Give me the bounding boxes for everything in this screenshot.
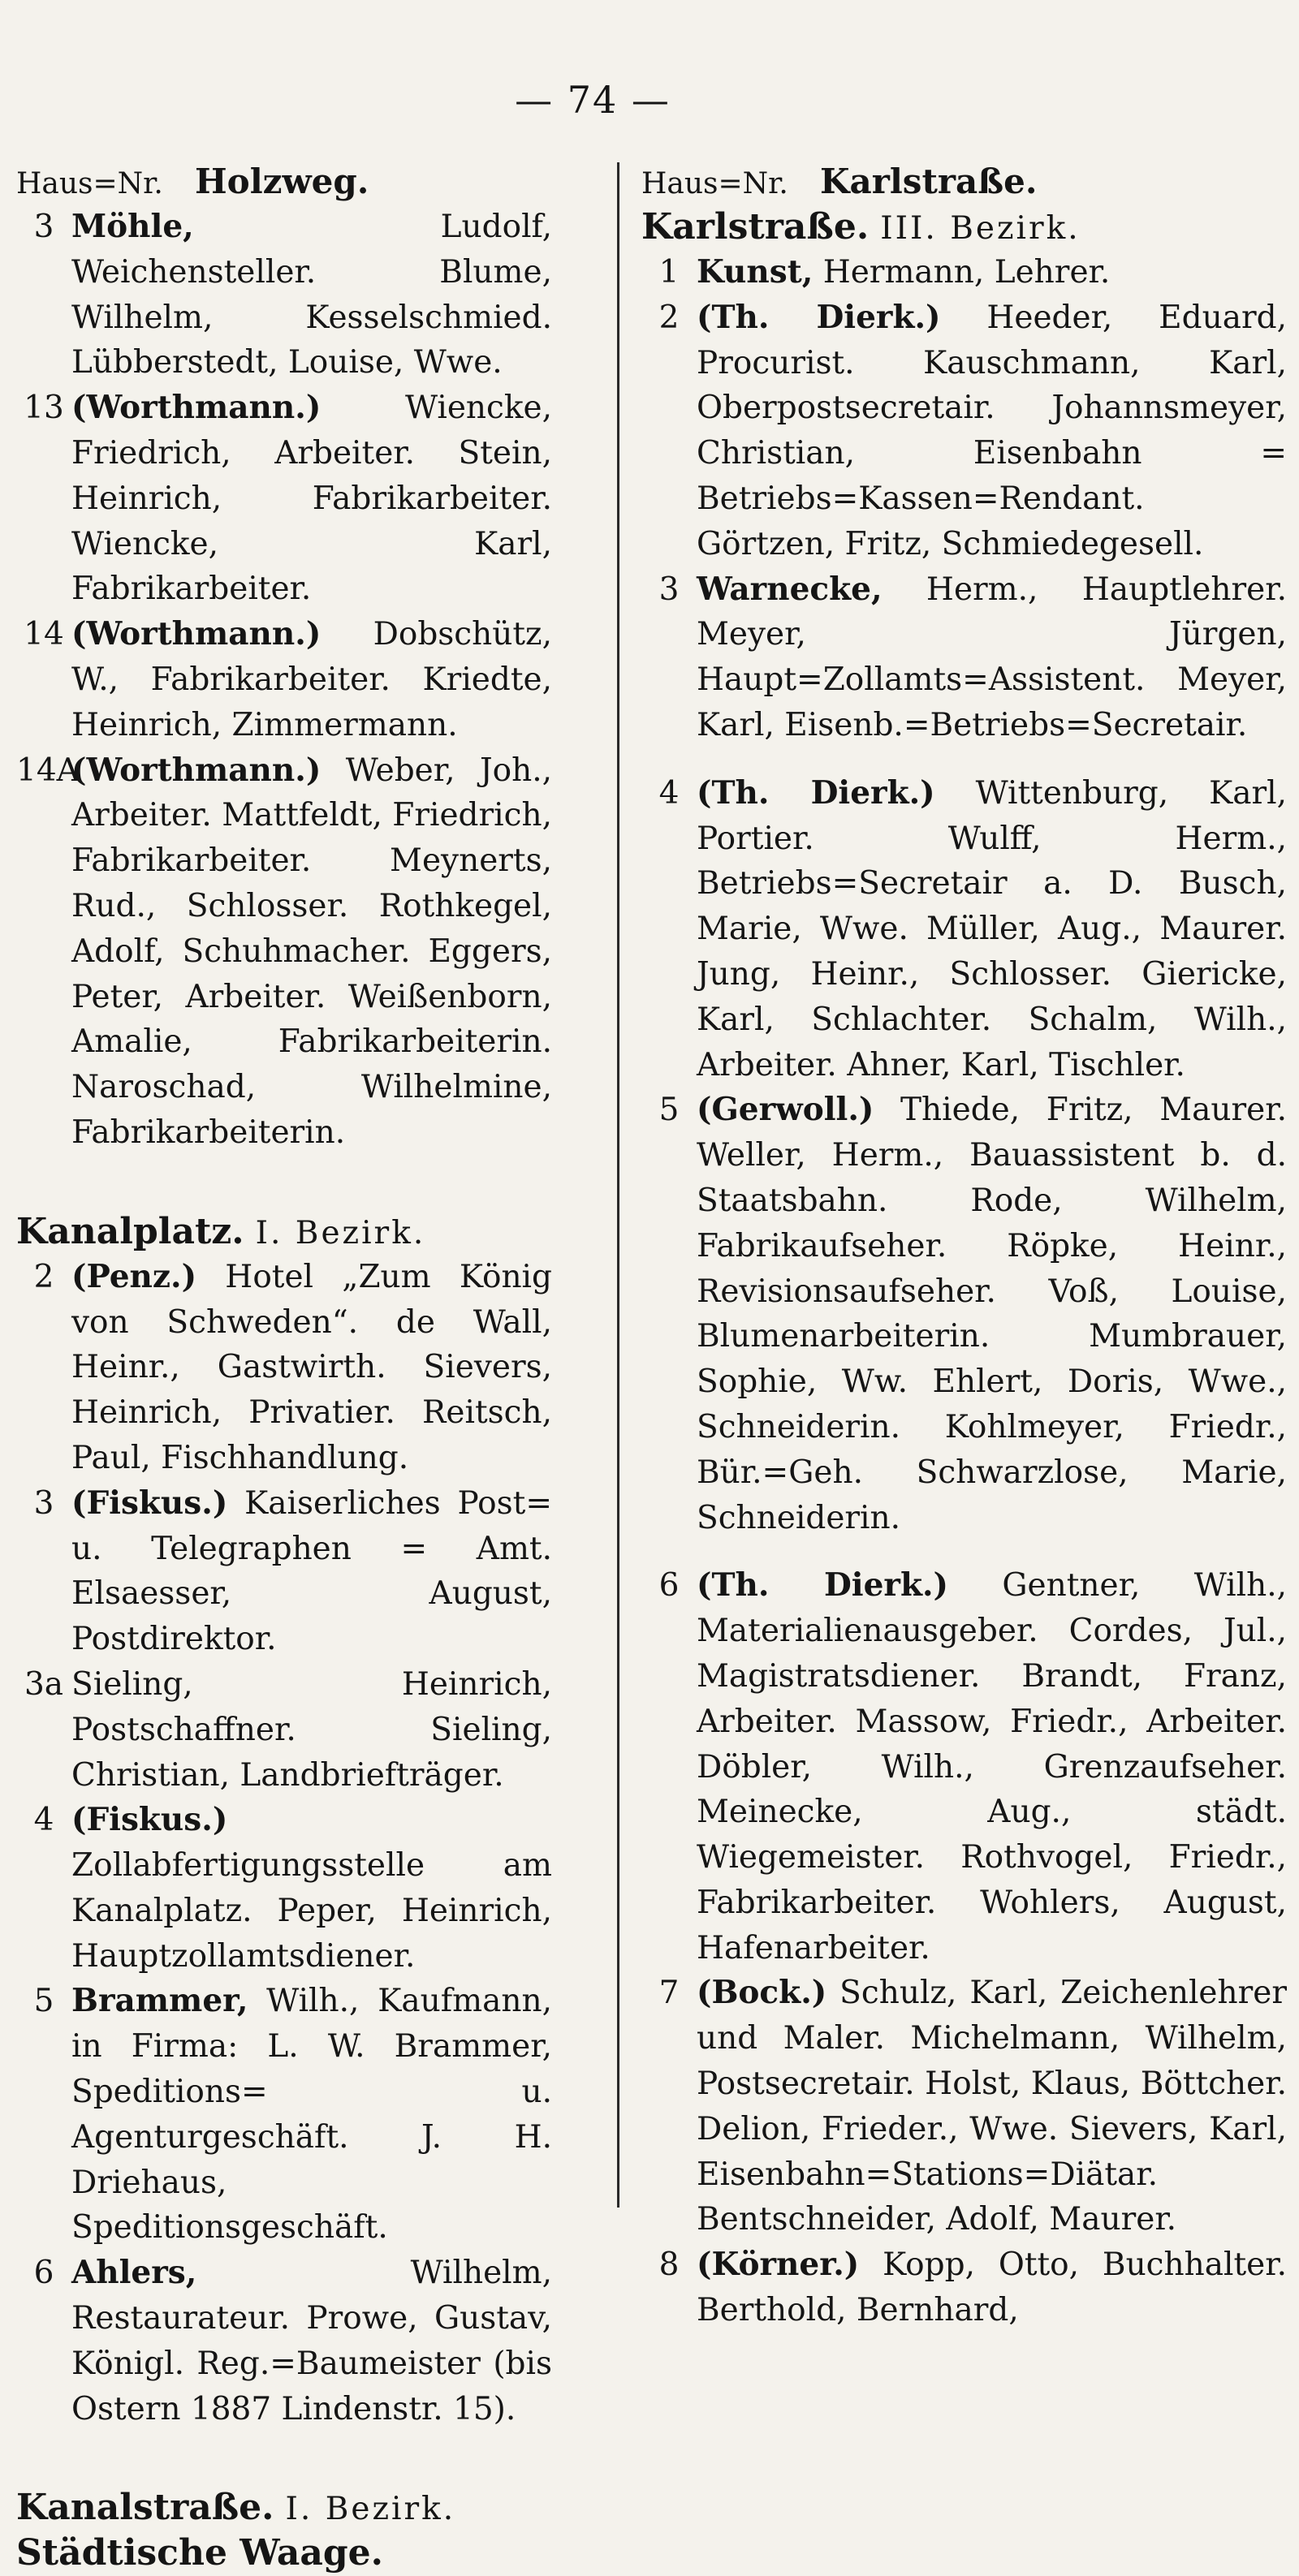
house-number: 14 [24,616,64,653]
list-item [16,2251,552,2432]
subheading-staedtische-waage: Städtische Waage. [16,2532,383,2574]
residents [697,771,1287,1088]
list-item [641,2242,1287,2333]
residents [71,2251,552,2432]
residents [71,748,552,1156]
owner: Warnecke, [697,570,883,608]
house-number-label: Haus=Nr. [16,167,163,200]
left-column [16,159,552,2576]
house-number: 13 [24,390,64,427]
residents-text: Thiede, Fritz, Maurer. Weller, Herm., Bauassistent b. d. Staatsbahn. Rode, Wilhelm, Fabrikaufseher. Röpke, Heinr., Revisionsaufseher. Voß, Louise, Blumenarbeiterin. Mumbrauer, Sophie, Ww. Ehlert, Doris, Wwe., Schneiderin. Kohlmeyer, Friedr., Bür.=Geh. Schwarzlose, Marie, Schneiderin. [697,1092,1287,1536]
residents [71,1979,552,2251]
residents-text: Zollabfertigungsstelle am Kanalplatz. Peper, Heinrich, Hauptzollamtsdiener. [71,1847,552,1975]
owner: (Worthmann.) [71,389,322,427]
district-label: I. Bezirk. [285,2491,456,2528]
owner: Möhle, [71,208,194,245]
residents-text: Wittenburg, Karl, Portier. Wulff, Herm., Betriebs=Secretair a. D. Busch, Marie, Wwe. Müller, Aug., Maurer. Jung, Heinr., Schlosser. Giericke, Karl, Schlachter. Schalm, Wilh., Arbeiter. Ahner, Karl, Tischler. [697,774,1287,1083]
house-number: 3 [658,571,680,608]
residents-text: Kopp, Otto, Buchhalter. Berthold, Bernhard, [697,2246,1287,2329]
list-item [641,771,1287,1088]
residents-text: Hotel „Zum König von Schweden“. de Wall, Heinr., Gastwirth. Sievers, Heinrich, Privatier. Reitsch, Paul, Fischhandlung. [71,1258,552,1476]
residents-text: Heeder, Eduard, Procurist. Kauschmann, Karl, Oberpostsecretair. Johannsmeyer, Christian, Eisenbahn = Betriebs=Kassen=Rendant. Görtzen, Fritz, Schmiedegesell. [697,299,1287,562]
residents [71,1481,552,1662]
residents [697,2242,1287,2333]
residents-text: Herm., Hauptlehrer. Meyer, Jürgen, Haupt=Zollamts=Assistent. Meyer, Karl, Eisenb.=Betriebs=Secretair. [697,571,1287,743]
owner: Brammer, [71,1982,248,2020]
owner: (Worthmann.) [71,751,322,789]
house-number: 1 [658,254,680,291]
residents-text: Gentner, Wilh., Materialienausgeber. Cordes, Jul., Magistratsdiener. Brandt, Franz, Arbeiter. Massow, Friedr., Arbeiter. Döbler, Wilh., Grenzaufseher. Meinecke, Aug., städt. Wiegemeister. Rothvogel, Friedr., Fabrikarbeiter. Wohlers, August, Hafenarbeiter. [697,1567,1287,1966]
residents [697,1563,1287,1971]
owner: (Penz.) [71,1257,197,1295]
owner: (Worthmann.) [71,615,322,653]
residents [71,1662,552,1798]
residents [71,386,552,612]
residents-text: Ludolf, Weichensteller. Blume, Wilhelm, Kesselschmied. Lübberstedt, Louise, Wwe. [71,209,552,381]
residents-text: Schulz, Karl, Zeichenlehrer und Maler. Michelmann, Wilhelm, Postsecretair. Holst, Klaus, Böttcher. Delion, Frieder., Wwe. Sievers, Karl, Eisenbahn=Stations=Diätar. Bentschneider, Adolf, Maurer. [697,1975,1287,2238]
district-label: I. Bezirk. [255,1214,426,1251]
owner: (Fiskus.) [71,1801,228,1839]
residents [697,1088,1287,1540]
section-title: Karlstraße. [641,206,870,248]
owner: (Th. Dierk.) [697,298,941,336]
owner: (Gerwoll.) [697,1091,874,1129]
section-title: Kanalplatz. [16,1210,244,1252]
right-column-header [641,159,1287,205]
section-heading-karlstrasse [641,205,1287,250]
residents-text: Weber, Joh., Arbeiter. Mattfeldt, Friedrich, Fabrikarbeiter. Meynerts, Rud., Schlosser. Rothkegel, Adolf, Schuhmacher. Eggers, Peter, Arbeiter. Weißenborn, Amalie, Fabrikarbeiterin. Naroschad, Wilhelmine, Fabrikarbeiterin. [71,752,552,1151]
list-item [16,1255,552,1481]
list-item [16,1481,552,1662]
residents-text: Kaiserliches Post= u. Telegraphen = Amt. Elsaesser, August, Postdirektor. [71,1484,552,1658]
house-number: 6 [658,1567,680,1605]
house-number: 4 [33,1802,54,1839]
owner: (Th. Dierk.) [697,1566,949,1605]
section-title: Kanalstraße. [16,2487,274,2529]
residents [697,295,1287,567]
residents-text: Wilhelm, Restaurateur. Prowe, Gustav, Königl. Reg.=Baumeister (bis Ostern 1887 Lindenstr. 15). [71,2255,552,2427]
list-item [641,1971,1287,2242]
house-number: 2 [33,1258,54,1295]
residents [697,250,1287,295]
list-item [16,1798,552,1979]
owner: Ahlers, [71,2254,197,2292]
house-number: 5 [33,1983,54,2020]
list-item [641,1088,1287,1540]
list-item [641,567,1287,748]
residents-text: Dobschütz, W., Fabrikarbeiter. Kriedte, Heinrich, Zimmermann. [71,616,552,743]
list-item [16,386,552,612]
district-label: III. Bezirk. [880,210,1081,247]
house-number-label: Haus=Nr. [641,167,788,200]
residents-text: Wilh., Kaufmann, in Firma: L. W. Brammer, Speditions= u. Agenturgeschäft. J. H. Driehaus, Speditionsgeschäft. [71,1983,552,2246]
house-number: 14A [16,752,80,789]
residents [71,205,552,386]
list-item [16,1979,552,2251]
right-column [641,159,1287,2333]
residents-text: Sieling, Heinrich, Postschaffner. Sieling, Christian, Landbriefträger. [71,1665,552,1794]
list-item [641,1563,1287,1971]
list-item [16,1662,552,1798]
residents [71,1255,552,1481]
section-heading-kanalplatz [16,1209,552,1255]
list-item [16,612,552,747]
list-item [641,250,1287,295]
list-item [641,295,1287,567]
left-column-header [16,159,552,205]
page-number: — 74 — [515,78,671,122]
owner: (Körner.) [697,2246,860,2284]
house-number: 5 [658,1092,680,1129]
list-item [16,205,552,386]
list-item [16,748,552,1156]
residents-text: Hermann, Lehrer. [813,254,1111,291]
owner: Kunst, [697,253,813,291]
residents-text: Wiencke, Friedrich, Arbeiter. Stein, Heinrich, Fabrikarbeiter. Wiencke, Karl, Fabrikarbeiter. [71,390,552,608]
house-number: 2 [658,299,680,336]
owner: (Fiskus.) [71,1484,228,1522]
house-number: 8 [658,2246,680,2284]
residents [71,612,552,747]
residents [71,1798,552,1979]
owner: (Th. Dierk.) [697,773,935,812]
residents [697,567,1287,748]
column-divider [617,162,619,2208]
residents [697,1971,1287,2242]
house-number: 7 [658,1975,680,2012]
street-title-karlstrasse: Karlstraße. [820,162,1038,201]
section-heading-kanalstrasse [16,2485,552,2531]
house-number: 3a [24,1665,64,1703]
house-number: 3 [33,1484,54,1522]
house-number: 6 [33,2255,54,2292]
owner: (Bock.) [697,1974,827,2012]
house-number: 4 [658,774,680,812]
house-number: 3 [33,209,54,245]
street-title-holzweg: Holzweg. [195,162,369,201]
